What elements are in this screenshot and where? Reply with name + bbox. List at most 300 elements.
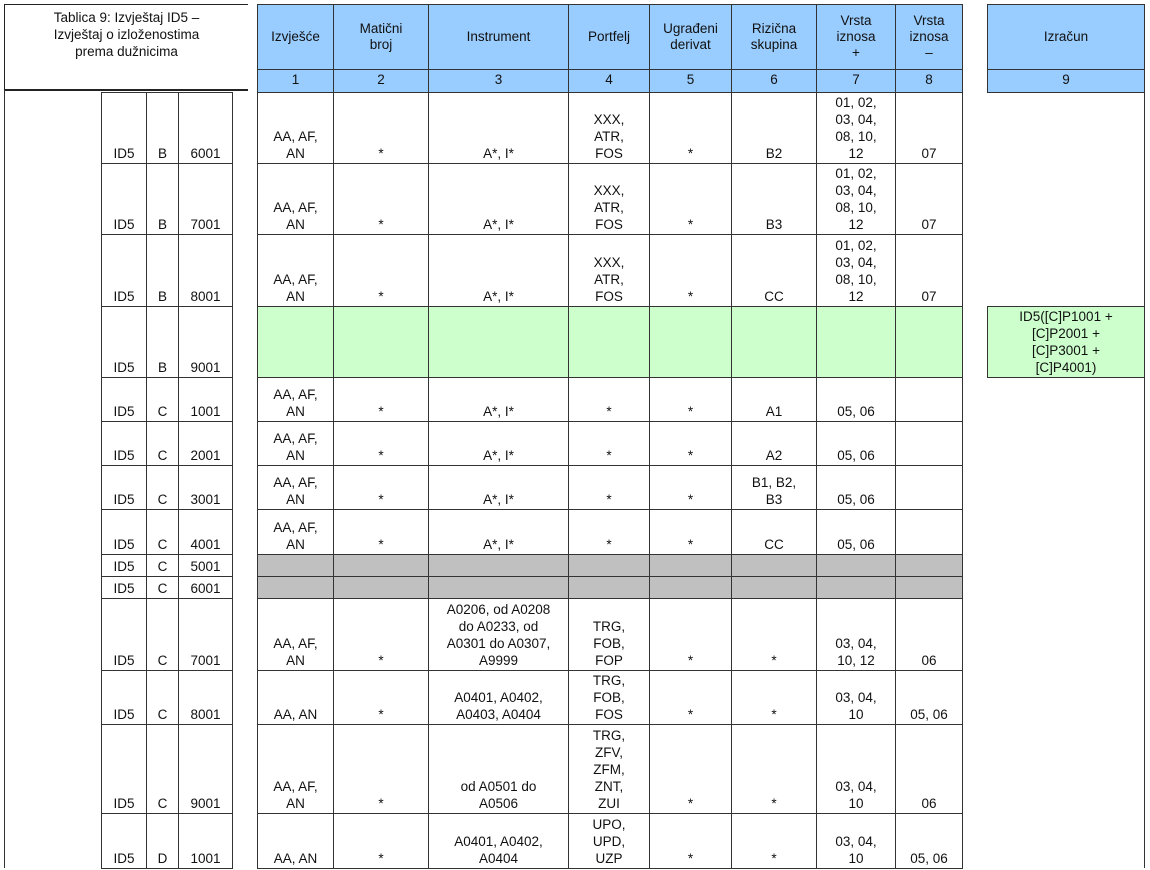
table-cell xyxy=(731,465,817,510)
row-code-text: 8001 xyxy=(190,707,221,722)
cell-line: 05, 06 xyxy=(837,492,875,507)
cell-line: ATR, xyxy=(594,200,624,215)
row-report-id-text: ID5 xyxy=(113,537,135,552)
row-code xyxy=(178,670,233,725)
row-code-text: 7001 xyxy=(190,653,221,668)
cell-line: AA, AF, xyxy=(273,636,318,651)
row-code-text: 4001 xyxy=(190,537,221,552)
table-cell xyxy=(333,576,429,599)
table-cell xyxy=(895,670,963,725)
table-cell xyxy=(257,724,334,814)
calc-column-header: Izračun xyxy=(987,4,1145,70)
cell-line: 03, 04, xyxy=(835,636,877,651)
cell-line: 01, 02, xyxy=(835,166,877,181)
cell-line: FOB, xyxy=(593,636,625,651)
cell-line: TRG, xyxy=(592,619,626,634)
cell-line: * xyxy=(687,217,694,232)
table-cell xyxy=(816,576,896,599)
cell-line: AA, AF, xyxy=(273,272,318,287)
row-group xyxy=(146,465,179,510)
row-code xyxy=(178,724,233,814)
table-cell xyxy=(731,509,817,555)
table-cell xyxy=(895,306,963,378)
table-cell xyxy=(333,670,429,725)
table-cell xyxy=(895,724,963,814)
row-report-id-text: ID5 xyxy=(113,796,135,811)
row-report-id-text: ID5 xyxy=(113,492,135,507)
row-group-text: B xyxy=(157,217,167,232)
column-header xyxy=(428,4,569,70)
column-header xyxy=(333,4,429,70)
cell-line: od A0501 do xyxy=(460,779,537,794)
row-group xyxy=(146,598,179,671)
header-line: + xyxy=(852,45,860,60)
table-cell xyxy=(428,813,569,869)
row-group-text: D xyxy=(157,851,168,866)
table-cell xyxy=(333,598,429,671)
row-code-text: 9001 xyxy=(190,796,221,811)
cell-line: 10 xyxy=(848,707,864,722)
table-cell xyxy=(568,554,650,577)
cell-line: A0404 xyxy=(478,851,519,866)
table-cell xyxy=(428,234,569,307)
cell-line: A*, I* xyxy=(483,492,514,507)
cell-line: TRG, xyxy=(592,728,626,743)
table-cell xyxy=(428,598,569,671)
header-line: Izvješće xyxy=(271,29,320,44)
table-cell xyxy=(816,92,896,164)
table-cell xyxy=(428,163,569,235)
cell-line: * xyxy=(771,653,777,668)
cell-line: 07 xyxy=(921,289,937,304)
formula-line: ID5([C]P1001 + xyxy=(1019,309,1113,324)
row-group-text: C xyxy=(157,537,168,552)
row-code xyxy=(178,163,233,235)
table-cell xyxy=(731,377,817,422)
cell-line: AA, AF, xyxy=(273,520,318,535)
column-number: 1 xyxy=(257,69,334,93)
cell-line: A2 xyxy=(765,448,783,463)
row-report-id xyxy=(101,234,147,307)
cell-line: A*, I* xyxy=(483,448,514,463)
row-code xyxy=(178,306,233,378)
row-group-text: C xyxy=(157,492,168,507)
cell-line: AN xyxy=(286,289,305,304)
row-code-text: 6001 xyxy=(190,146,221,161)
cell-line: * xyxy=(606,404,612,419)
cell-line: 08, 10, xyxy=(835,272,877,287)
row-report-id xyxy=(101,509,147,555)
table-cell xyxy=(649,377,732,422)
row-code-text: 2001 xyxy=(190,448,221,463)
cell-line: A9999 xyxy=(478,653,519,668)
cell-line: B3 xyxy=(765,492,783,507)
cell-line: A0401, A0402, xyxy=(454,834,543,849)
cell-line: 08, 10, xyxy=(835,200,877,215)
table-cell xyxy=(428,306,569,378)
cell-line: A*, I* xyxy=(483,146,514,161)
table-cell xyxy=(568,234,650,307)
title-line: prema dužnicima xyxy=(75,44,178,59)
cell-line: * xyxy=(378,707,384,722)
cell-line: * xyxy=(606,492,612,507)
row-code xyxy=(178,377,233,422)
row-code xyxy=(178,576,233,599)
row-report-id xyxy=(101,163,147,235)
table-cell xyxy=(649,670,732,725)
cell-line: CC xyxy=(764,537,784,552)
cell-line: 03, 04, xyxy=(835,690,877,705)
table-cell xyxy=(257,813,334,869)
cell-line: 05, 06 xyxy=(910,707,948,722)
cell-line: AA, AF, xyxy=(273,387,318,402)
row-code xyxy=(178,598,233,671)
table-cell xyxy=(333,92,429,164)
table-cell xyxy=(731,234,817,307)
cell-line: AA, AN xyxy=(273,707,318,722)
cell-line: 10 xyxy=(848,796,864,811)
formula-line: [C]P4001) xyxy=(1035,360,1097,375)
cell-line: 03, 04, xyxy=(835,112,877,127)
column-header-label xyxy=(360,21,403,53)
table-cell xyxy=(568,813,650,869)
row-group xyxy=(146,813,179,869)
cell-line: ATR, xyxy=(594,272,624,287)
table-cell xyxy=(257,377,334,422)
cell-line: * xyxy=(606,537,612,552)
table-cell xyxy=(428,377,569,422)
cell-line: B2 xyxy=(765,146,783,161)
table-title xyxy=(4,4,248,90)
header-line: Ugrađeni xyxy=(663,21,718,36)
cell-line: CC xyxy=(764,289,784,304)
table-cell xyxy=(568,421,650,466)
table-cell xyxy=(257,92,334,164)
row-report-id xyxy=(101,813,147,869)
table-cell xyxy=(816,509,896,555)
cell-line: AN xyxy=(286,448,305,463)
row-report-id-text: ID5 xyxy=(113,360,135,375)
calc-formula xyxy=(987,306,1145,378)
table-cell xyxy=(816,163,896,235)
cell-line: FOS xyxy=(595,289,623,304)
cell-line: AN xyxy=(286,404,305,419)
table-cell xyxy=(649,163,732,235)
title-line: Izvještaj o izloženostima xyxy=(53,27,200,42)
cell-line: * xyxy=(687,492,694,507)
row-group-text: B xyxy=(157,360,167,375)
table-cell xyxy=(895,377,963,422)
row-group-text: C xyxy=(157,581,168,596)
cell-line: * xyxy=(687,707,694,722)
row-report-id xyxy=(101,724,147,814)
row-report-id xyxy=(101,598,147,671)
row-code-text: 9001 xyxy=(190,360,221,375)
table-cell xyxy=(568,377,650,422)
cell-line: 07 xyxy=(921,146,937,161)
table-cell xyxy=(649,554,732,577)
cell-line: * xyxy=(687,404,694,419)
row-report-id-text: ID5 xyxy=(113,289,135,304)
table-cell xyxy=(428,465,569,510)
table-cell xyxy=(731,163,817,235)
row-group-text: C xyxy=(157,796,168,811)
header-line: Vrsta xyxy=(913,13,945,28)
row-code xyxy=(178,421,233,466)
table-cell xyxy=(333,509,429,555)
row-code-text: 1001 xyxy=(190,851,221,866)
title-divider xyxy=(4,90,248,91)
header-line: – xyxy=(925,45,933,60)
table-cell xyxy=(649,576,732,599)
cell-line: * xyxy=(378,492,384,507)
column-number: 6 xyxy=(731,69,817,93)
table-cell xyxy=(333,377,429,422)
row-report-id xyxy=(101,576,147,599)
column-number: 3 xyxy=(428,69,569,93)
table-cell xyxy=(428,670,569,725)
cell-line: AN xyxy=(286,653,305,668)
table-cell xyxy=(568,576,650,599)
row-group xyxy=(146,670,179,725)
row-report-id-text: ID5 xyxy=(113,146,135,161)
column-header-label xyxy=(588,29,630,45)
column-header-label xyxy=(271,29,320,45)
row-group-text: C xyxy=(157,559,168,574)
row-code-text: 1001 xyxy=(190,404,221,419)
row-group xyxy=(146,421,179,466)
cell-line: 03, 04, xyxy=(835,183,877,198)
row-code xyxy=(178,92,233,164)
row-report-id xyxy=(101,465,147,510)
cell-line: AA, AF, xyxy=(273,129,318,144)
cell-line: * xyxy=(687,146,694,161)
cell-line: AA, AN xyxy=(273,851,318,866)
cell-line: B1, B2, xyxy=(751,475,797,490)
table-cell xyxy=(731,92,817,164)
table-cell xyxy=(816,554,896,577)
row-report-id-text: ID5 xyxy=(113,851,135,866)
cell-line: * xyxy=(378,448,384,463)
table-cell xyxy=(816,234,896,307)
cell-line: XXX, xyxy=(593,255,625,270)
cell-line: 07 xyxy=(921,217,937,232)
row-code-text: 3001 xyxy=(190,492,221,507)
table-cell xyxy=(649,421,732,466)
table-cell xyxy=(257,576,334,599)
table-cell xyxy=(333,421,429,466)
cell-line: 06 xyxy=(921,653,937,668)
cell-line: * xyxy=(606,448,612,463)
table-cell xyxy=(895,813,963,869)
column-number: 2 xyxy=(333,69,429,93)
table-cell xyxy=(816,670,896,725)
row-group-text: B xyxy=(157,289,167,304)
row-group xyxy=(146,377,179,422)
cell-line: FOP xyxy=(595,653,623,668)
cell-line: 12 xyxy=(848,146,864,161)
table-cell xyxy=(649,724,732,814)
header-line: Vrsta xyxy=(840,13,872,28)
table-cell xyxy=(649,234,732,307)
header-line: Instrument xyxy=(466,29,531,44)
table-cell xyxy=(649,598,732,671)
cell-line: 03, 04, xyxy=(835,255,877,270)
table-cell xyxy=(568,92,650,164)
cell-line: 10 xyxy=(848,851,864,866)
cell-line: * xyxy=(378,796,384,811)
table-cell xyxy=(333,813,429,869)
table-cell xyxy=(257,163,334,235)
column-header-label xyxy=(751,21,798,53)
row-group xyxy=(146,554,179,577)
table-cell xyxy=(816,421,896,466)
column-number: 4 xyxy=(568,69,650,93)
column-header-label xyxy=(467,29,531,45)
cell-line: 01, 02, xyxy=(835,95,877,110)
cell-line: A0206, od A0208 xyxy=(446,602,551,617)
cell-line: XXX, xyxy=(593,112,625,127)
row-group xyxy=(146,306,179,378)
table-cell xyxy=(568,163,650,235)
row-code xyxy=(178,509,233,555)
cell-line: * xyxy=(771,796,777,811)
row-report-id xyxy=(101,306,147,378)
cell-line: A0506 xyxy=(478,796,519,811)
cell-line: ZFM, xyxy=(593,762,625,777)
table-cell xyxy=(731,306,817,378)
header-line: broj xyxy=(369,37,393,52)
cell-line: * xyxy=(771,851,777,866)
table-cell xyxy=(649,465,732,510)
row-code xyxy=(178,465,233,510)
table-cell xyxy=(257,509,334,555)
row-code xyxy=(178,813,233,869)
cell-line: TRG, xyxy=(592,673,626,688)
table-cell xyxy=(649,813,732,869)
row-code-text: 8001 xyxy=(190,289,221,304)
row-report-id xyxy=(101,554,147,577)
row-report-id xyxy=(101,670,147,725)
cell-line: ZNT, xyxy=(594,779,624,794)
cell-line: A*, I* xyxy=(483,404,514,419)
cell-line: * xyxy=(687,448,694,463)
row-report-id-text: ID5 xyxy=(113,404,135,419)
table-cell xyxy=(816,465,896,510)
table-cell xyxy=(257,598,334,671)
column-header xyxy=(649,4,732,70)
column-header xyxy=(731,4,817,70)
cell-line: AN xyxy=(286,146,305,161)
table-cell xyxy=(895,576,963,599)
row-group-text: C xyxy=(157,707,168,722)
row-code-text: 7001 xyxy=(190,217,221,232)
header-line: Portfelj xyxy=(587,29,631,44)
table-cell xyxy=(816,724,896,814)
row-group xyxy=(146,234,179,307)
table-cell xyxy=(895,598,963,671)
table-cell xyxy=(731,813,817,869)
cell-line: * xyxy=(378,404,384,419)
cell-line: A0401, A0402, xyxy=(454,690,543,705)
table-cell xyxy=(333,724,429,814)
cell-line: FOB, xyxy=(593,690,625,705)
table-cell xyxy=(568,509,650,555)
cell-line: A0301 do A0307, xyxy=(446,636,551,651)
row-report-id-text: ID5 xyxy=(113,653,135,668)
table-cell xyxy=(428,724,569,814)
formula-line: [C]P2001 + xyxy=(1032,326,1100,341)
row-report-id-text: ID5 xyxy=(113,217,135,232)
cell-line: AA, AF, xyxy=(273,200,318,215)
table-cell xyxy=(816,377,896,422)
table-cell xyxy=(257,554,334,577)
table-cell xyxy=(731,598,817,671)
cell-line: 06 xyxy=(921,796,937,811)
row-group xyxy=(146,509,179,555)
header-line: Rizična xyxy=(751,21,797,36)
cell-line: 05, 06 xyxy=(837,537,875,552)
table-cell xyxy=(731,421,817,466)
header-line: iznosa xyxy=(909,29,949,44)
table-cell xyxy=(333,465,429,510)
table-cell xyxy=(428,554,569,577)
row-group-text: C xyxy=(157,653,168,668)
table-cell xyxy=(257,670,334,725)
cell-line: A1 xyxy=(765,404,783,419)
table-cell xyxy=(257,465,334,510)
table-cell xyxy=(428,92,569,164)
cell-line: AN xyxy=(286,537,305,552)
cell-line: FOS xyxy=(595,707,623,722)
cell-line: ZFV, xyxy=(594,745,623,760)
cell-line: A*, I* xyxy=(483,537,514,552)
cell-line: * xyxy=(378,537,384,552)
calc-column-number: 9 xyxy=(987,69,1145,93)
cell-line: A*, I* xyxy=(483,217,514,232)
table-cell xyxy=(568,306,650,378)
table-cell xyxy=(895,509,963,555)
column-number: 8 xyxy=(895,69,963,93)
table-cell xyxy=(428,421,569,466)
row-code xyxy=(178,234,233,307)
row-report-id-text: ID5 xyxy=(113,707,135,722)
cell-line: FOS xyxy=(595,217,623,232)
cell-line: * xyxy=(687,796,694,811)
row-report-id-text: ID5 xyxy=(113,448,135,463)
row-group-text: B xyxy=(157,146,167,161)
table-cell xyxy=(816,813,896,869)
row-group-text: C xyxy=(157,448,168,463)
table-cell xyxy=(895,234,963,307)
cell-line: FOS xyxy=(595,146,623,161)
column-header xyxy=(257,4,334,70)
column-header xyxy=(816,4,896,70)
table-cell xyxy=(333,554,429,577)
table-cell xyxy=(649,306,732,378)
table-cell xyxy=(568,598,650,671)
cell-line: * xyxy=(687,289,694,304)
header-line: derivat xyxy=(670,37,711,52)
row-code-text: 5001 xyxy=(190,559,221,574)
cell-line: 05, 06 xyxy=(837,404,875,419)
row-group xyxy=(146,92,179,164)
table-cell xyxy=(257,421,334,466)
cell-line: * xyxy=(378,217,384,232)
row-group xyxy=(146,576,179,599)
cell-line: AA, AF, xyxy=(273,431,318,446)
cell-line: * xyxy=(378,851,384,866)
